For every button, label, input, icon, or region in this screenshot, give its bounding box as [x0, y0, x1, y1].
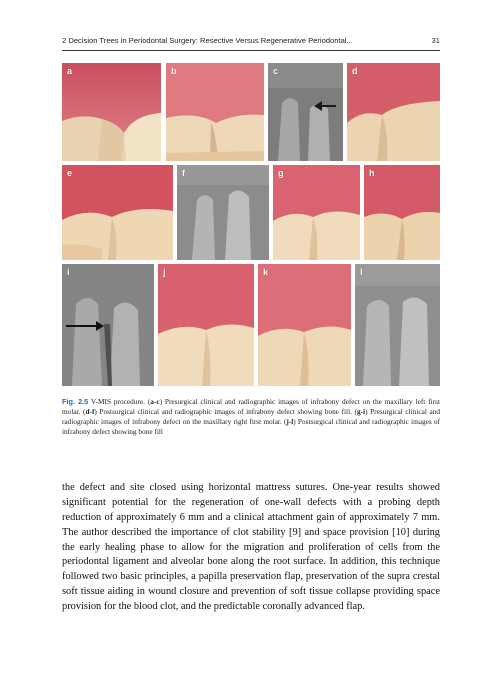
running-header — [62, 36, 440, 48]
panel-label: e — [67, 168, 73, 178]
figure-panel-c — [268, 63, 343, 161]
figure-panel-j — [158, 264, 254, 386]
panel-label: g — [278, 168, 284, 178]
caption-panel-ref: a-c — [150, 397, 160, 406]
figure-label: Fig. 2.5 — [62, 397, 89, 406]
panel-label: i — [67, 267, 70, 277]
body-paragraph — [62, 481, 440, 615]
caption-text: ) Presurgical clinical and radiographic images of infrabony defect on the maxillary right first molar. ( — [62, 407, 440, 427]
paragraph-text: during the early healing phase to allow for the migration and proliferation of cells from the periodontal ligament and alveolar bone along the root surface. In addition, this technique followed two basic principles, a papilla preservation flap, preservation of the supra crestal soft tissue aiding in wound closure and prevention of soft tissue collapse providing space provision for the blood clot, and the predictable coronally advanced flap. — [62, 526, 440, 613]
chapter-title: 2 Decision Trees in Periodontal Surgery: Resective Versus Regenerative Periodontal... — [62, 36, 353, 45]
figure-panel-d — [347, 63, 440, 161]
paragraph-text: the defect and site closed using horizontal mattress sutures. One-year results showed significant potential for the regeneration of one-wall defects with a probing depth reduction of approximately 6 mm and a clinical attachment gain of approximately 7 mm. The author described the importance of clot stability — [62, 482, 440, 538]
caption-text: V-MIS procedure. ( — [88, 397, 151, 406]
figure-panel-i — [62, 264, 154, 386]
caption-text: ) Postsurgical clinical and radiographic images of infrabony defect showing bone fill — [62, 417, 440, 437]
panel-label: b — [171, 66, 177, 76]
panel-label: a — [67, 66, 73, 76]
panel-label: d — [352, 66, 358, 76]
figure-panel-f — [177, 165, 269, 260]
citation-link[interactable]: [9] — [289, 526, 302, 538]
figure-panel-k — [258, 264, 351, 386]
caption-text: ) Postsurgical clinical and radiographic images of infrabony defect showing bone fill. ( — [94, 407, 357, 417]
paragraph-text: and space provision — [301, 526, 393, 538]
panel-label: j — [163, 267, 166, 277]
panel-label: k — [263, 267, 269, 277]
caption-text: ) Presurgical clinical and radiographic images of infrabony defect on the maxillary left first molar. ( — [62, 397, 441, 417]
panel-label: f — [182, 168, 185, 178]
caption-panel-ref: g-i — [356, 407, 366, 417]
panel-label: l — [360, 267, 363, 277]
figure-panel-b — [166, 63, 264, 161]
page-number: 31 — [431, 36, 440, 45]
figure-panel-l — [355, 264, 440, 386]
figure-panel-e — [62, 165, 173, 260]
panel-label: c — [273, 66, 279, 76]
citation-link[interactable]: [10] — [392, 526, 410, 538]
header-rule — [62, 50, 440, 51]
caption-panel-ref: d-f — [85, 407, 95, 417]
figure-panel-g — [273, 165, 360, 260]
figure-panel-a — [62, 63, 161, 161]
caption-panel-ref: j-l — [286, 417, 294, 427]
figure-caption — [62, 397, 440, 437]
panel-label: h — [369, 168, 375, 178]
figure-panel-h — [364, 165, 440, 260]
